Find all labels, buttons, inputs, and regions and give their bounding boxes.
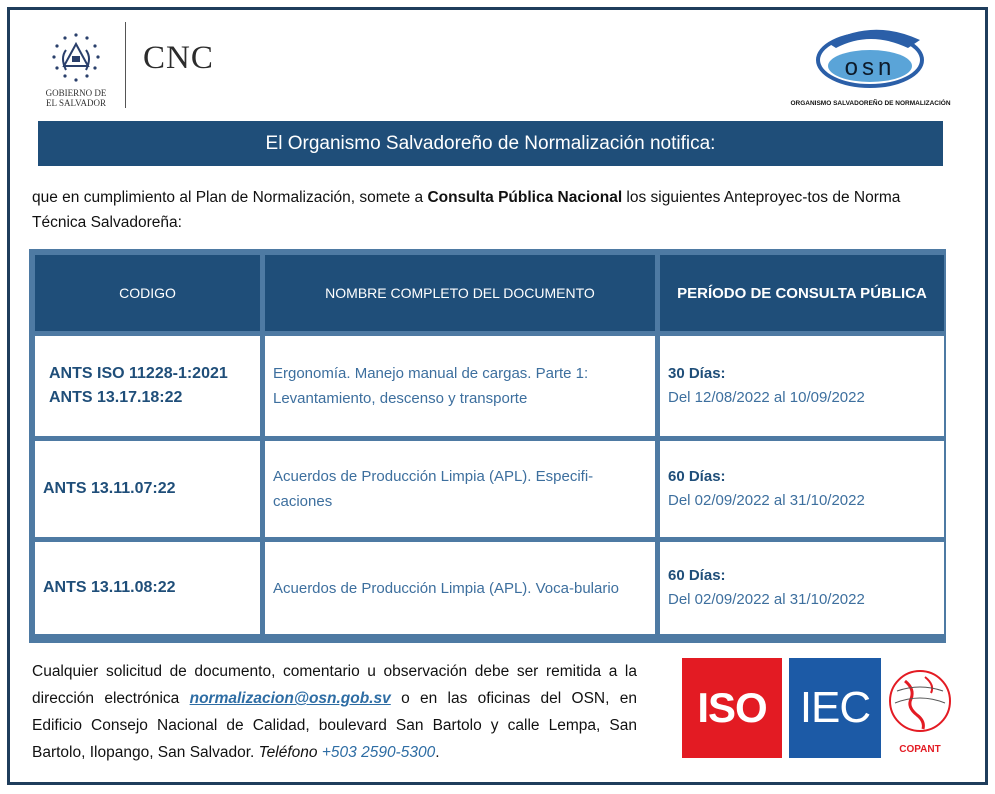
header-codigo: CODIGO (35, 255, 260, 331)
gov-caption-line2: EL SALVADOR (46, 98, 106, 108)
row1-code-line2: ANTS 13.17.18:22 (49, 389, 183, 406)
table-row-1-code (35, 336, 260, 436)
row1-days: 30 Días: (668, 365, 726, 382)
row1-name: Ergonomía. Manejo manual de cargas. Parte 1: Levantamiento, descenso y transporte (273, 365, 589, 407)
notice-banner: El Organismo Salvadoreño de Normalización notifica: (38, 121, 943, 166)
header-nombre: NOMBRE COMPLETO DEL DOCUMENTO (265, 255, 655, 331)
row2-name: Acuerdos de Producción Limpia (APL). Especifi-caciones (273, 468, 594, 510)
table-row-2-code (35, 441, 260, 537)
table-row-1-name (265, 336, 655, 436)
row2-dates: Del 02/09/2022 al 31/10/2022 (668, 492, 865, 509)
row3-name: Acuerdos de Producción Limpia (APL). Voca-bulario (273, 579, 620, 597)
intro-text-before: que en cumplimiento al Plan de Normalización, somete a (32, 189, 428, 206)
header-divider (125, 22, 126, 108)
iso-logo-text: ISO (697, 684, 767, 731)
row1-dates: Del 12/08/2022 al 10/09/2022 (668, 389, 865, 406)
intro-paragraph (32, 185, 944, 235)
email-link[interactable]: normalizacion@osn.gob.sv (189, 690, 391, 707)
iec-logo (789, 658, 881, 758)
table-row-3-period (660, 542, 944, 634)
iec-logo-text: IEC (799, 683, 871, 732)
copant-label: COPANT (899, 744, 941, 755)
phone-label: Teléfono (258, 744, 322, 761)
gov-caption-line1: GOBIERNO DE (45, 88, 107, 98)
cnc-logo-text: CNC (143, 40, 214, 76)
contact-text-end: . (435, 744, 440, 761)
osn-logo-text: osn (844, 54, 896, 81)
contact-paragraph (32, 658, 637, 766)
osn-logo-icon (808, 18, 938, 98)
osn-caption: ORGANISMO SALVADOREÑO DE NORMALIZACIÓN (790, 100, 951, 107)
contact-text-2: o en las oficinas del OSN, en Edificio Consejo Nacional de Calidad, boulevard San Bartolo y calle Lempa, San Bartolo, Ilopango, San Salvador. (32, 690, 637, 761)
contact-text-1: Cualquier solicitud de documento, comentario u observación debe ser remitida a la dirección electrónica (32, 663, 637, 707)
row3-dates: Del 02/09/2022 al 31/10/2022 (668, 591, 865, 608)
phone-number: +503 2590-5300 (321, 744, 436, 761)
copant-globe-icon (885, 658, 955, 758)
intro-text-bold: Consulta Pública Nacional (427, 189, 623, 206)
table-row-3-code (35, 542, 260, 634)
row3-days: 60 Días: (668, 567, 726, 584)
table-row-2-period (660, 441, 944, 537)
consultation-table (29, 249, 946, 643)
table-row-3-name (265, 542, 655, 634)
row3-code: ANTS 13.11.08:22 (43, 579, 176, 596)
table-row-2-name (265, 441, 655, 537)
row2-code: ANTS 13.11.07:22 (43, 480, 176, 497)
table-row-1-period (660, 336, 944, 436)
iso-logo (682, 658, 782, 758)
row2-days: 60 Días: (668, 468, 726, 485)
intro-text-after: los siguientes Anteproyec-tos de Norma Técnica Salvadoreña: (32, 189, 901, 231)
row1-code-line1: ANTS ISO 11228-1:2021 (49, 365, 228, 382)
header-periodo: PERÍODO DE CONSULTA PÚBLICA (660, 255, 944, 331)
gov-caption (36, 88, 116, 108)
